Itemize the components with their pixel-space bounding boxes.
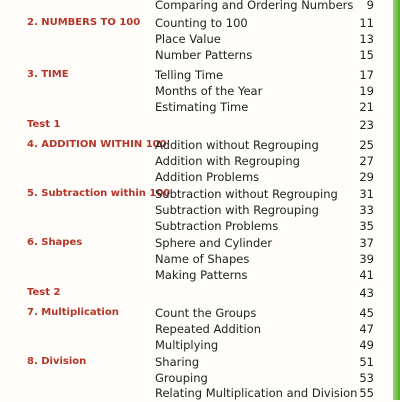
chapter-title: 8. Division: [27, 356, 87, 367]
topic-title: Months of the Year: [155, 84, 263, 98]
toc-row: [0, 338, 390, 354]
chapter-title: 7. Multiplication: [27, 307, 119, 318]
topic-title: Count the Groups: [155, 306, 257, 320]
toc-row: [0, 286, 390, 302]
page-number: 17: [359, 68, 374, 82]
page-number: 49: [359, 338, 374, 352]
toc-row: [0, 306, 390, 322]
toc-row: [0, 32, 390, 48]
page-number: 47: [359, 322, 374, 336]
topic-title: Sphere and Cylinder: [155, 236, 273, 250]
topic-title: Making Patterns: [155, 268, 248, 282]
page-number: 43: [359, 286, 374, 300]
chapter-title: 2. NUMBERS TO 100: [27, 17, 141, 28]
toc-row: [0, 371, 390, 387]
page-number: 15: [359, 48, 374, 62]
topic-title: Estimating Time: [155, 100, 249, 114]
page-number: 13: [359, 32, 374, 46]
topic-title: Multiplying: [155, 338, 219, 352]
page-number: 25: [359, 138, 374, 152]
toc-row: [0, 252, 390, 268]
topic-title: Relating Multiplication and Division: [155, 386, 358, 400]
toc-row: [0, 68, 390, 84]
topic-title: Place Value: [155, 32, 221, 46]
topic-title: Subtraction Problems: [155, 219, 279, 233]
topic-title: Telling Time: [155, 68, 224, 82]
page-number: 21: [359, 100, 374, 114]
chapter-title: Test 2: [27, 287, 61, 298]
topic-title: Addition without Regrouping: [155, 138, 319, 152]
page-number: 41: [359, 268, 374, 282]
page-number: 37: [359, 236, 374, 250]
page-number: 55: [359, 386, 374, 400]
green-page-edge: [393, 0, 400, 400]
page-number: 19: [359, 84, 374, 98]
toc-row: [0, 236, 390, 252]
page-number: 11: [359, 16, 374, 30]
page-number: 31: [359, 187, 374, 201]
page-number: 9: [366, 0, 374, 12]
toc-row: [0, 219, 390, 235]
toc-row: [0, 355, 390, 371]
page-number: 51: [359, 355, 374, 369]
chapter-title: 4. ADDITION WITHIN 100: [27, 139, 167, 150]
topic-title: Sharing: [155, 355, 200, 369]
toc-row: [0, 118, 390, 134]
toc-row: [0, 322, 390, 338]
topic-title: Name of Shapes: [155, 252, 250, 266]
toc-row: [0, 203, 390, 219]
page-number: 39: [359, 252, 374, 266]
topic-title: Addition Problems: [155, 170, 260, 184]
chapter-title: 6. Shapes: [27, 237, 83, 248]
page-number: 23: [359, 118, 374, 132]
page-number: 33: [359, 203, 374, 217]
toc-row: [0, 100, 390, 116]
page-number: 35: [359, 219, 374, 233]
toc-row: [0, 154, 390, 170]
page-number: 45: [359, 306, 374, 320]
toc-row: [0, 170, 390, 186]
page-number: 27: [359, 154, 374, 168]
topic-title: Subtraction with Regrouping: [155, 203, 319, 217]
page-number: 53: [359, 371, 374, 385]
toc-row: [0, 138, 390, 154]
toc-row: [0, 268, 390, 284]
topic-title: Subtraction without Regrouping: [155, 187, 338, 201]
topic-title: Grouping: [155, 371, 208, 385]
topic-title: Counting to 100: [155, 16, 248, 30]
toc-row: [0, 16, 390, 32]
page-number: 29: [359, 170, 374, 184]
toc-row: [0, 48, 390, 64]
chapter-title: 3. TIME: [27, 69, 69, 80]
toc-row: [0, 84, 390, 100]
toc-row: [0, 0, 390, 14]
toc-row: [0, 187, 390, 203]
topic-title: Addition with Regrouping: [155, 154, 300, 168]
chapter-title: 5. Subtraction within 100: [27, 188, 171, 199]
topic-title: Repeated Addition: [155, 322, 261, 336]
chapter-title: Test 1: [27, 119, 61, 130]
topic-title: Number Patterns: [155, 48, 253, 62]
topic-title: Comparing and Ordering Numbers: [155, 0, 354, 12]
